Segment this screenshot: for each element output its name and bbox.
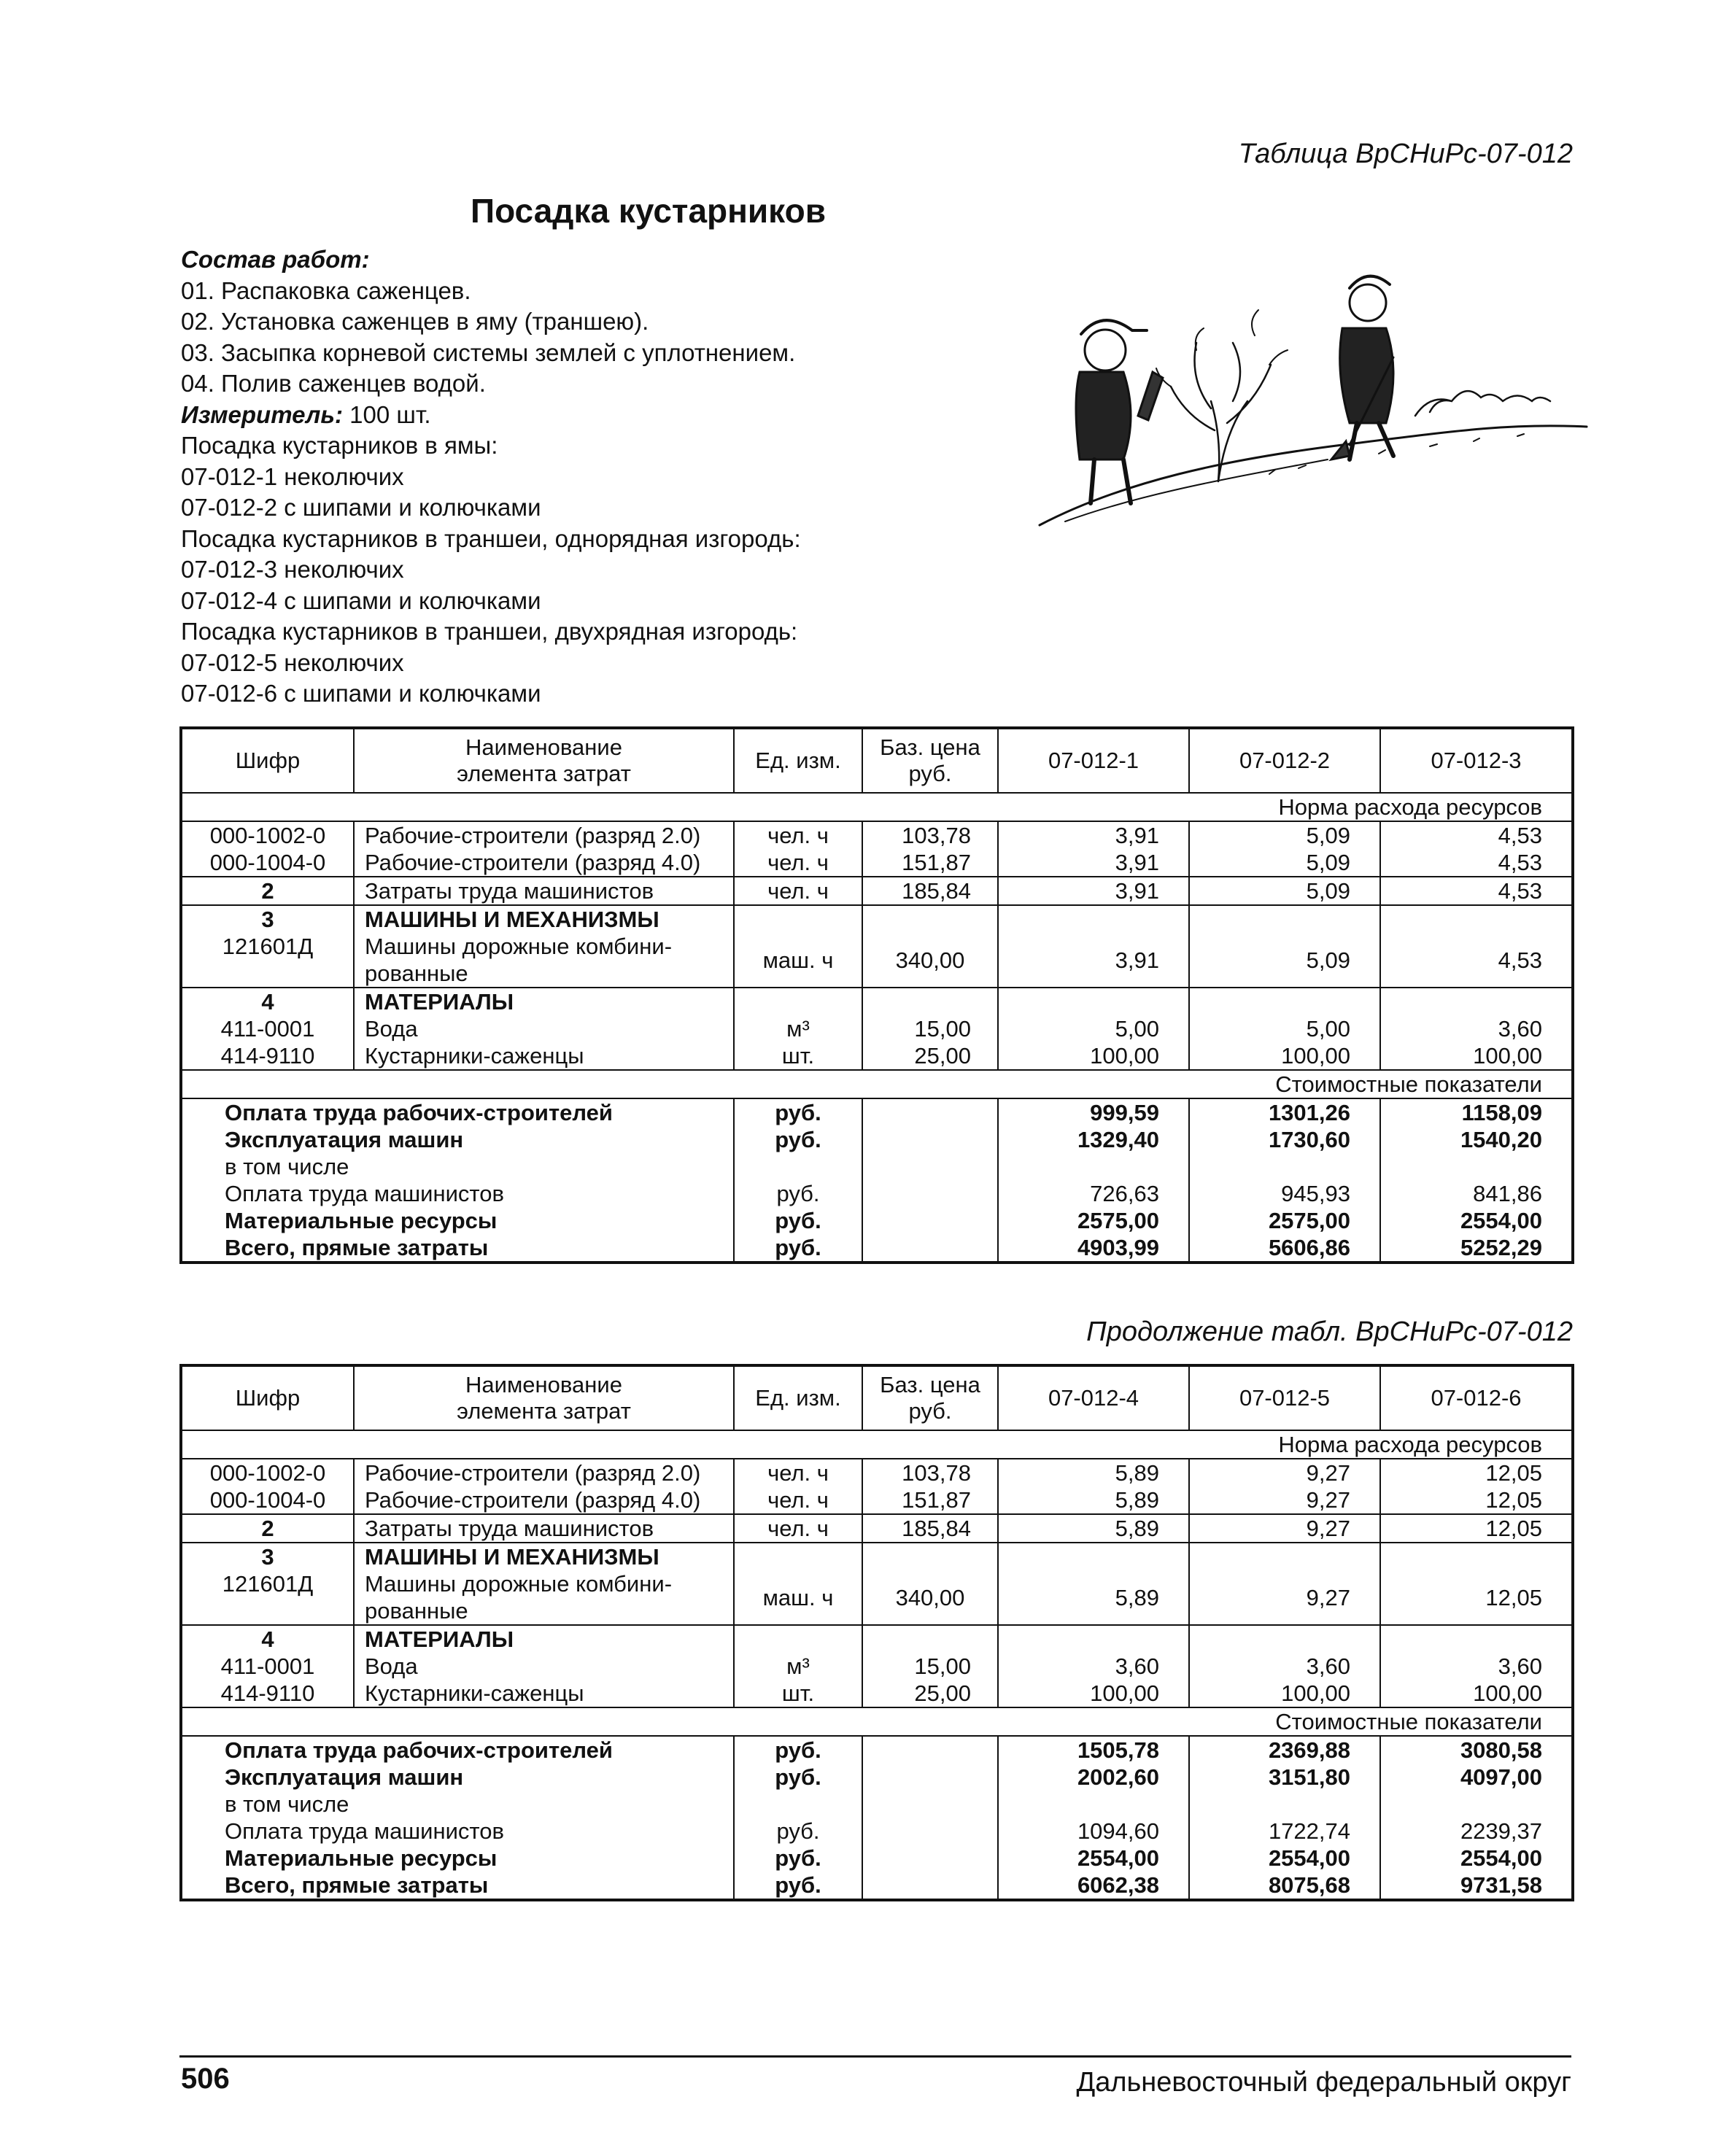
value-cell: 5,89 [998,1570,1189,1625]
name-cell: Рабочие-строители (разряд 2.0) [354,821,734,849]
value-cell: 4,53 [1380,877,1573,905]
code-cell: 2 [181,1514,354,1543]
name-cell: Затраты труда машинистов [354,1514,734,1543]
variant-line: Посадка кустарников в ямы: [181,432,498,459]
cost-cell: 1730,60 [1189,1126,1380,1153]
header-col: 07-012-3 [1380,728,1573,793]
cost-row [181,1736,1573,1764]
cost-cell: 2575,00 [998,1207,1189,1234]
price-cell: 151,87 [862,1486,998,1514]
cost-name-cell: Материальные ресурсы [181,1207,734,1234]
price-cell: 25,00 [862,1680,998,1707]
header-code: Шифр [181,1365,354,1430]
value-cell: 9,27 [1189,1459,1380,1486]
gardeners-illustration [1036,241,1590,547]
code-cell: 000-1002-0 [181,821,354,849]
name-line: рованные [365,961,468,986]
cost-cell: 5606,86 [1189,1234,1380,1263]
norm-band: Норма расхода ресурсов [181,793,1573,821]
cost-band-row [181,1707,1573,1736]
unit-cell: руб. [734,1234,862,1263]
header-name [354,1365,734,1430]
header-name-line: Наименование [465,1372,622,1397]
name-cell: Рабочие-строители (разряд 2.0) [354,1459,734,1486]
name-line: Машины дорожные комбини- [365,934,673,959]
section-cell: МАШИНЫ И МЕХАНИЗМЫ [354,1543,734,1570]
norm-band-row [181,793,1573,821]
header-name-line: элемента затрат [457,761,631,786]
value-cell: 100,00 [1380,1042,1573,1070]
table-row [181,1486,1573,1514]
table-row [181,849,1573,877]
page-title: Посадка кустарников [471,192,826,230]
header-price-line: руб. [908,1398,952,1424]
table-row [181,988,1573,1015]
value-cell: 12,05 [1380,1459,1573,1486]
variant-line: Посадка кустарников в траншеи, однорядная изгородь: [181,524,801,552]
code-cell: 3 [181,905,354,933]
value-cell: 4,53 [1380,821,1573,849]
variant-line: 07-012-3 неколючих [181,556,404,583]
name-line: рованные [365,1598,468,1624]
value-cell: 100,00 [998,1680,1189,1707]
unit-cell: чел. ч [734,1514,862,1543]
section-cell: МАШИНЫ И МЕХАНИЗМЫ [354,905,734,933]
meter-value: 100 шт. [343,400,431,428]
footer-rule [179,2055,1571,2058]
value-cell: 4,53 [1380,849,1573,877]
composition-label: Состав работ: [181,246,370,273]
variant-line: 07-012-6 с шипами и колючками [181,680,541,707]
district-name: Дальневосточный федеральный округ [1076,2067,1571,2098]
variant-line: Посадка кустарников в траншеи, двухрядная изгородь: [181,618,798,645]
value-cell: 3,60 [1380,1653,1573,1680]
name-line: Машины дорожные комбини- [365,1571,673,1597]
cost-name-cell: Оплата труда машинистов [181,1818,734,1845]
price-cell: 340,00 [862,933,998,988]
name-cell: Вода [354,1015,734,1042]
value-cell: 3,60 [1189,1653,1380,1680]
cost-cell: 4097,00 [1380,1764,1573,1791]
cost-cell: 9731,58 [1380,1872,1573,1900]
price-cell: 103,78 [862,821,998,849]
cost-cell: 2002,60 [998,1764,1189,1791]
cost-cell: 8075,68 [1189,1872,1380,1900]
table-row [181,1680,1573,1707]
value-cell: 12,05 [1380,1486,1573,1514]
value-cell: 3,91 [998,821,1189,849]
value-cell: 3,60 [998,1653,1189,1680]
code-cell: 121601Д [181,1570,354,1625]
cost-row [181,1207,1573,1234]
table-row [181,1514,1573,1543]
header-price [862,1365,998,1430]
cost-row [181,1818,1573,1845]
cost-cell: 841,86 [1380,1180,1573,1207]
table-row [181,1570,1573,1625]
cost-cell: 2239,37 [1380,1818,1573,1845]
name-cell [354,1570,734,1625]
unit-cell: руб. [734,1736,862,1764]
variant-line: 07-012-2 с шипами и колючками [181,494,541,521]
unit-cell: руб. [734,1098,862,1126]
value-cell: 5,89 [998,1514,1189,1543]
cost-cell: 2554,00 [1380,1207,1573,1234]
code-cell: 000-1002-0 [181,1459,354,1486]
code-cell: 4 [181,1625,354,1653]
table-header-row [181,1365,1573,1430]
table-row [181,1625,1573,1653]
cost-name-cell: Всего, прямые затраты [181,1872,734,1900]
price-cell: 151,87 [862,849,998,877]
price-cell: 103,78 [862,1459,998,1486]
cost-name-cell: Материальные ресурсы [181,1845,734,1872]
cost-row [181,1180,1573,1207]
price-cell: 15,00 [862,1653,998,1680]
value-cell: 9,27 [1189,1570,1380,1625]
cost-cell: 1094,60 [998,1818,1189,1845]
code-cell: 000-1004-0 [181,849,354,877]
cost-cell: 945,93 [1189,1180,1380,1207]
cost-cell: 2575,00 [1189,1207,1380,1234]
table-caption: Таблица ВрСНиРс-07-012 [1238,139,1573,169]
cost-name-cell: Оплата труда машинистов [181,1180,734,1207]
price-cell: 185,84 [862,877,998,905]
cost-name-cell: Эксплуатация машин [181,1764,734,1791]
header-col: 07-012-2 [1189,728,1380,793]
code-cell: 411-0001 [181,1653,354,1680]
unit-cell: маш. ч [734,933,862,988]
cost-row [181,1098,1573,1126]
cost-row [181,1845,1573,1872]
cost-band-row [181,1070,1573,1098]
variant-line: 07-012-4 с шипами и колючками [181,586,541,614]
value-cell: 5,89 [998,1459,1189,1486]
name-cell: Кустарники-саженцы [354,1680,734,1707]
unit-cell: руб. [734,1180,862,1207]
value-cell: 3,91 [998,849,1189,877]
value-cell: 5,89 [998,1486,1189,1514]
header-col: 07-012-4 [998,1365,1189,1430]
unit-cell: чел. ч [734,821,862,849]
unit-cell: чел. ч [734,1459,862,1486]
cost-name-cell: в том числе [181,1791,734,1818]
cost-cell: 1301,26 [1189,1098,1380,1126]
cost-band: Стоимостные показатели [181,1070,1573,1098]
code-cell: 000-1004-0 [181,1486,354,1514]
cost-cell: 2369,88 [1189,1736,1380,1764]
name-cell [354,933,734,988]
name-cell: Затраты труда машинистов [354,877,734,905]
code-cell: 121601Д [181,933,354,988]
unit-cell: руб. [734,1764,862,1791]
cost-row [181,1126,1573,1153]
code-cell: 414-9110 [181,1680,354,1707]
meter-line [181,400,983,431]
resource-table-2 [179,1364,1574,1901]
value-cell: 5,09 [1189,877,1380,905]
meter-label: Измеритель: [181,400,343,428]
variant-line: 07-012-1 неколючих [181,462,404,490]
header-price [862,728,998,793]
continuation-caption: Продолжение табл. ВрСНиРс-07-012 [1086,1317,1573,1347]
table-row [181,877,1573,905]
value-cell: 4,53 [1380,933,1573,988]
unit-cell: маш. ч [734,1570,862,1625]
cost-row [181,1791,1573,1818]
unit-cell: шт. [734,1680,862,1707]
unit-cell: руб. [734,1207,862,1234]
table-row [181,1543,1573,1570]
value-cell: 5,09 [1189,933,1380,988]
table-row [181,821,1573,849]
value-cell: 3,91 [998,877,1189,905]
header-col: 07-012-1 [998,728,1189,793]
cost-band: Стоимостные показатели [181,1707,1573,1736]
cost-row [181,1234,1573,1263]
value-cell: 100,00 [1189,1680,1380,1707]
unit-cell: руб. [734,1872,862,1900]
cost-cell: 5252,29 [1380,1234,1573,1263]
code-cell: 411-0001 [181,1015,354,1042]
cost-row [181,1872,1573,1900]
cost-cell: 1158,09 [1380,1098,1573,1126]
unit-cell: чел. ч [734,877,862,905]
unit-cell: руб. [734,1818,862,1845]
cost-name-cell: Оплата труда рабочих-строителей [181,1736,734,1764]
header-price-line: Баз. цена [880,1372,980,1397]
header-price-line: руб. [908,761,952,786]
table-row [181,905,1573,933]
code-cell: 414-9110 [181,1042,354,1070]
table-row [181,933,1573,988]
unit-cell: шт. [734,1042,862,1070]
cost-name-cell: Эксплуатация машин [181,1126,734,1153]
header-code: Шифр [181,728,354,793]
cost-cell: 999,59 [998,1098,1189,1126]
header-price-line: Баз. цена [880,734,980,760]
cost-cell: 1540,20 [1380,1126,1573,1153]
cost-cell: 2554,00 [1380,1845,1573,1872]
header-col: 07-012-5 [1189,1365,1380,1430]
value-cell: 100,00 [998,1042,1189,1070]
work-composition [181,244,983,710]
header-unit: Ед. изм. [734,1365,862,1430]
cost-cell: 6062,38 [998,1872,1189,1900]
table-row [181,1042,1573,1070]
table-row [181,1015,1573,1042]
header-name [354,728,734,793]
name-cell: Вода [354,1653,734,1680]
cost-cell: 1505,78 [998,1736,1189,1764]
work-step: 04. Полив саженцев водой. [181,370,486,397]
page-number: 506 [181,2063,230,2095]
norm-band-row [181,1430,1573,1459]
value-cell: 5,09 [1189,821,1380,849]
name-cell: Рабочие-строители (разряд 4.0) [354,1486,734,1514]
code-cell: 2 [181,877,354,905]
code-cell: 3 [181,1543,354,1570]
header-col: 07-012-6 [1380,1365,1573,1430]
value-cell: 12,05 [1380,1514,1573,1543]
value-cell: 5,09 [1189,849,1380,877]
code-cell: 4 [181,988,354,1015]
header-name-line: Наименование [465,734,622,760]
value-cell: 9,27 [1189,1514,1380,1543]
section-cell: МАТЕРИАЛЫ [354,988,734,1015]
resource-table-1 [179,726,1574,1264]
unit-cell: м³ [734,1653,862,1680]
cost-cell: 3151,80 [1189,1764,1380,1791]
price-cell: 15,00 [862,1015,998,1042]
value-cell: 100,00 [1189,1042,1380,1070]
unit-cell: руб. [734,1845,862,1872]
cost-cell: 2554,00 [1189,1845,1380,1872]
price-cell: 340,00 [862,1570,998,1625]
unit-cell: м³ [734,1015,862,1042]
value-cell: 5,00 [1189,1015,1380,1042]
cost-cell: 3080,58 [1380,1736,1573,1764]
cost-row [181,1153,1573,1180]
work-step: 01. Распаковка саженцев. [181,276,471,304]
value-cell: 3,60 [1380,1015,1573,1042]
cost-cell: 2554,00 [998,1845,1189,1872]
table-row [181,1653,1573,1680]
variant-line: 07-012-5 неколючих [181,648,404,676]
value-cell: 12,05 [1380,1570,1573,1625]
price-cell: 25,00 [862,1042,998,1070]
value-cell: 3,91 [998,933,1189,988]
work-step: 03. Засыпка корневой системы землей с уплотнением. [181,338,796,366]
unit-cell: чел. ч [734,849,862,877]
norm-band: Норма расхода ресурсов [181,1430,1573,1459]
cost-name-cell: Оплата труда рабочих-строителей [181,1098,734,1126]
price-cell: 185,84 [862,1514,998,1543]
unit-cell: чел. ч [734,1486,862,1514]
unit-cell: руб. [734,1126,862,1153]
value-cell: 5,00 [998,1015,1189,1042]
cost-name-cell: в том числе [181,1153,734,1180]
header-name-line: элемента затрат [457,1398,631,1424]
cost-cell: 4903,99 [998,1234,1189,1263]
value-cell: 9,27 [1189,1486,1380,1514]
cost-cell: 726,63 [998,1180,1189,1207]
cost-row [181,1764,1573,1791]
name-cell: Рабочие-строители (разряд 4.0) [354,849,734,877]
cost-cell: 1722,74 [1189,1818,1380,1845]
table-row [181,1459,1573,1486]
table-header-row [181,728,1573,793]
cost-name-cell: Всего, прямые затраты [181,1234,734,1263]
work-step: 02. Установка саженцев в яму (траншею). [181,308,649,335]
section-cell: МАТЕРИАЛЫ [354,1625,734,1653]
name-cell: Кустарники-саженцы [354,1042,734,1070]
header-unit: Ед. изм. [734,728,862,793]
value-cell: 100,00 [1380,1680,1573,1707]
cost-cell: 1329,40 [998,1126,1189,1153]
